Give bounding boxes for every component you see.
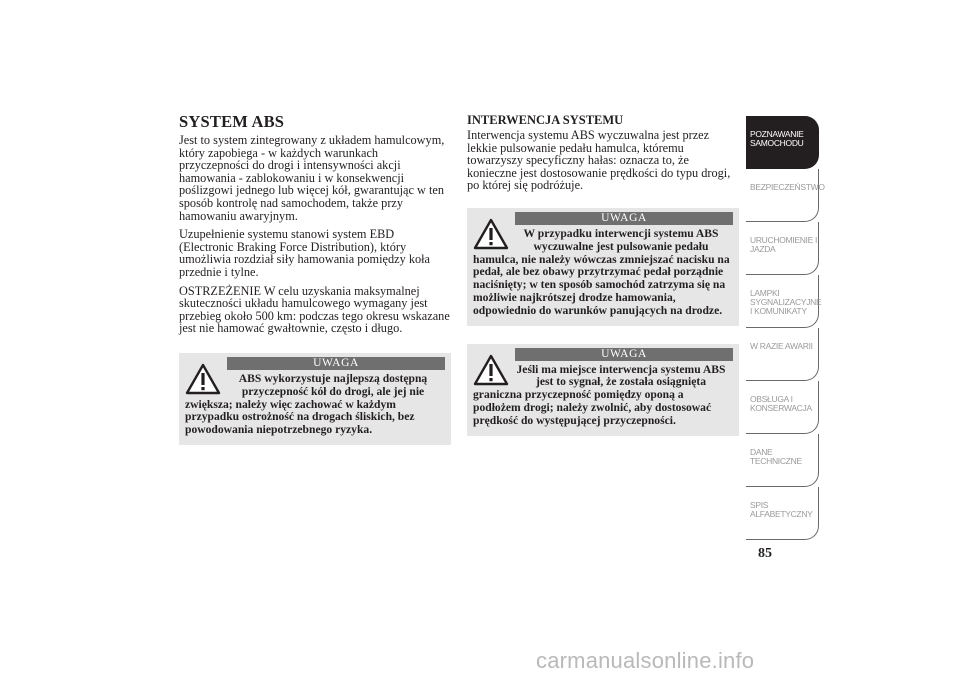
warning-text-rest: zwiększa; należy więc zachować w każdym przypadku ostrożność na drogach śliskich, bez powodowania niepotrzebnego ryzyka. — [185, 397, 415, 437]
paragraph-intervention: Interwencja systemu ABS wyczuwalna jest przez lekkie pulsowanie pedału hamulca, któremu towarzyszy specyficzny hałas: oznacza to, że konieczne jest dostosowanie prędkości do typu drogi, po której się podróżuje. — [467, 128, 731, 193]
warning-text-rest: hamulca, nie należy wówczas zmniejszać nacisku na pedał, ale bez obawy przytrzymać pedał porządnie naciśnięty; w ten sposób samochód zatrzyma się na możliwie najkrótszej drodze hamowania, odpowiednio do warunków panujących na drodze. — [473, 252, 730, 317]
tab-poznawanie-samochodu[interactable]: POZNAWANIE SAMOCHODU — [746, 116, 819, 169]
tab-bezpieczenstwo[interactable]: BEZPIECZEŃSTWO — [746, 169, 819, 222]
tab-lampki-sygnalizacyjne[interactable]: LAMPKI SYGNALIZACYJNE I KOMUNIKATY — [746, 275, 819, 328]
right-column — [467, 112, 739, 436]
paragraph-abs-intro: Jest to system zintegrowany z układem hamulcowym, który zapobiega - w każdych warunkach przyczepności do drogi i intensywności akcji hamowania - zablokowaniu i w konsekwencji poślizgowi jednego lub więcej kół, gwarantując w ten sposób kontrolę nad samochodem, także przy hamowaniu awaryjnym. — [179, 133, 445, 223]
warning-text-lead: ABS wykorzystuje najlepszą dostępną przyczepność kół do drogi, ale jej nie — [238, 371, 428, 398]
tab-w-razie-awarii[interactable]: W RAZIE AWARII — [746, 328, 819, 381]
subsection-title: INTERWENCJA SYSTEMU — [467, 113, 624, 127]
page-number: 85 — [758, 546, 772, 561]
paragraph-warning-note: OSTRZEŻENIE W celu uzyskania maksymalnej skuteczności układu hamulcowego wymagany jest przebieg około 500 km: podczas tego okresu wskazane jest nie hamować gwałtownie, często i długo. — [179, 283, 450, 336]
warning-box-grip — [467, 344, 739, 436]
warning-text-lead: Jeśli ma miejsce interwencja systemu ABS jest to sygnał, że została osiągnięta — [516, 362, 726, 389]
warning-triangle-icon — [473, 354, 509, 386]
warning-header: UWAGA — [227, 357, 445, 370]
tab-uruchomienie-i-jazda[interactable]: URUCHOMIENIE I JAZDA — [746, 222, 819, 275]
warning-header: UWAGA — [515, 212, 733, 225]
warning-triangle-icon — [473, 218, 509, 250]
left-column — [179, 112, 451, 445]
warning-header: UWAGA — [515, 348, 733, 361]
tab-spis-alfabetyczny[interactable]: SPIS ALFABETYCZNY — [746, 487, 819, 540]
paragraph-ebd: Uzupełnienie systemu stanowi system EBD (Electronic Braking Force Distribution), który umożliwia rozdział siły hamowania pomiędzy koła przednie i tylne. — [179, 227, 430, 279]
watermark: carmanualsonline.info — [536, 648, 755, 673]
section-title: SYSTEM ABS — [179, 112, 285, 131]
tab-obsluga-i-konserwacja[interactable]: OBSŁUGA I KONSERWACJA — [746, 381, 819, 434]
warning-text — [473, 364, 733, 428]
warning-text — [473, 228, 733, 318]
warning-text — [185, 373, 445, 437]
warning-triangle-icon — [185, 363, 221, 395]
chapter-tabs — [746, 116, 825, 540]
warning-text-rest: graniczna przyczepność pomiędzy oponą a podłożem drogi; należy zwolnić, aby dostosować prędkość do występującej przyczepności. — [473, 388, 712, 427]
warning-box-pedal — [467, 208, 739, 326]
warning-box-abs — [179, 353, 451, 445]
warning-text-lead: W przypadku interwencji systemu ABS wyczuwalne jest pulsowanie pedału — [523, 226, 719, 253]
tab-dane-techniczne[interactable]: DANE TECHNICZNE — [746, 434, 819, 487]
